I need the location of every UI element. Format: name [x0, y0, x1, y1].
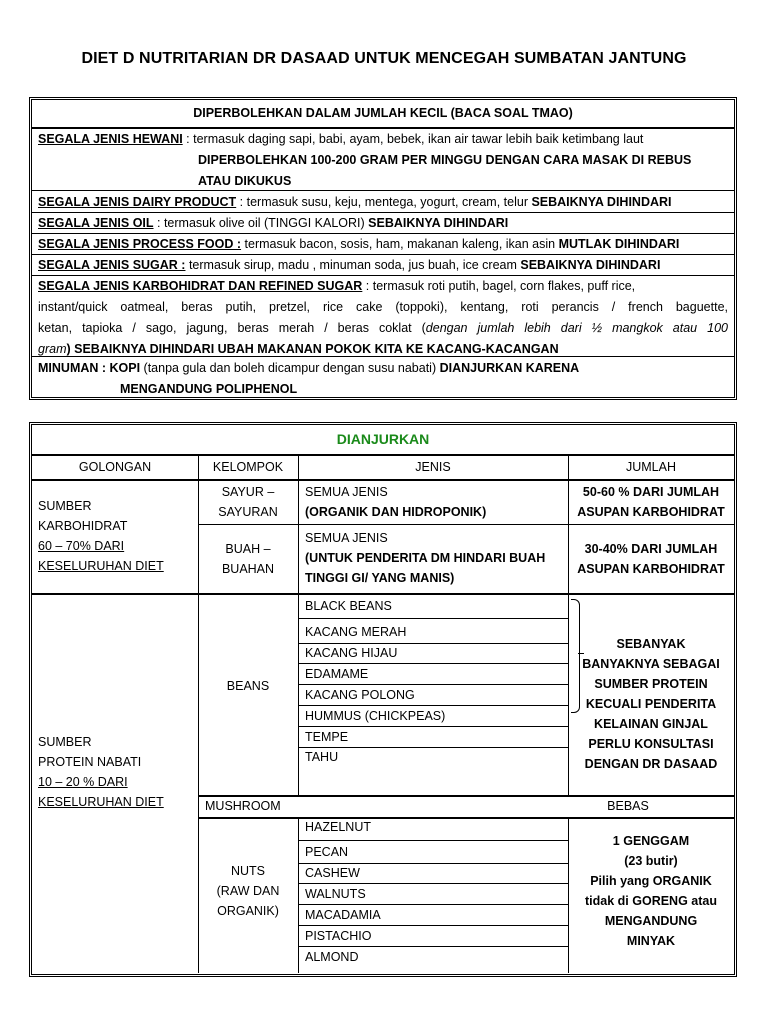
mushroom-kelompok: MUSHROOM	[205, 799, 281, 813]
karbo-line3a: ketan, tapioka / sago, jagung, beras merah / beras coklat (	[38, 321, 426, 335]
nuts-jumlah-line: tidak di GORENG atau	[585, 894, 717, 908]
nuts-kelompok-line: ORGANIK)	[217, 904, 279, 918]
beans-item: KACANG MERAH	[305, 625, 407, 639]
dairy-verdict: SEBAIKNYA DIHINDARI	[531, 195, 672, 209]
sayur-jenis	[305, 482, 565, 522]
oil-verdict: SEBAIKNYA DIHINDARI	[368, 216, 509, 230]
dairy-text: : termasuk susu, keju, mentega, yogurt, cream, telur	[236, 195, 532, 209]
karbo-line3b: dengan jumlah lebih dari ½ mangkok atau 100	[425, 321, 728, 335]
beans-kelompok: BEANS	[226, 679, 270, 693]
nuts-item: HAZELNUT	[305, 820, 371, 834]
beans-item: KACANG POLONG	[305, 688, 415, 702]
sayur-jumlah	[568, 482, 734, 522]
oil-label: SEGALA JENIS OIL	[38, 216, 154, 230]
process-label: SEGALA JENIS PROCESS FOOD :	[38, 237, 242, 251]
beans-item: TAHU	[305, 750, 339, 764]
karbo-group-line: 60 – 70% DARI	[38, 539, 125, 553]
sayur-jenis-line: SEMUA JENIS	[305, 485, 388, 499]
minuman-label: MINUMAN : KOPI	[38, 361, 141, 375]
nuts-jumlah	[568, 831, 734, 951]
minuman-verdict: DIANJURKAN KARENA	[439, 361, 580, 375]
process-verdict: MUTLAK DIHINDARI	[558, 237, 680, 251]
nuts-jumlah-line: 1 GENGGAM	[612, 834, 690, 848]
row-karbohidrat	[32, 276, 734, 357]
buah-jenis-line: (UNTUK PENDERITA DM HINDARI BUAH	[305, 551, 546, 565]
beans-item: BLACK BEANS	[305, 599, 392, 613]
page-title: DIET D NUTRITARIAN DR DASAAD UNTUK MENCEGAH SUMBATAN JANTUNG	[81, 50, 687, 67]
sayur-jumlah-line: ASUPAN KARBOHIDRAT	[577, 505, 725, 519]
sayur-kelompok-line: SAYURAN	[218, 505, 278, 519]
karbo-group-line: SUMBER	[38, 499, 92, 513]
buah-jenis	[305, 528, 567, 588]
nuts-item: PECAN	[305, 845, 349, 859]
protein-group	[38, 732, 198, 812]
nuts-jumlah-line: (23 butir)	[624, 854, 678, 868]
nuts-item: CASHEW	[305, 866, 360, 880]
beans-jumlah-line: DENGAN DR DASAAD	[584, 757, 718, 771]
minuman-text: (tanpa gula dan boleh dicampur dengan susu nabati)	[140, 361, 440, 375]
protein-group-line: 10 – 20 % DARI	[38, 775, 128, 789]
karbo-line2: instant/quick oatmeal, beras putih, pretzel, rice cake (toppoki), kentang, roti perancis / french baguette,	[38, 300, 728, 314]
protein-group-line: KESELURUHAN DIET	[38, 795, 164, 809]
beans-item: EDAMAME	[305, 667, 369, 681]
allowed-header: DIPERBOLEHKAN DALAM JUMLAH KECIL (BACA SOAL TMAO)	[32, 100, 734, 129]
col-jenis: JENIS	[415, 460, 451, 474]
nuts-item: ALMOND	[305, 950, 359, 964]
protein-group-line: SUMBER	[38, 735, 92, 749]
row-hewani	[32, 129, 734, 191]
beans-jumlah-line: PERLU KONSULTASI	[588, 737, 714, 751]
hewani-text: : termasuk daging sapi, babi, ayam, bebek, ikan air tawar lebih baik ketimbang laut	[182, 132, 644, 146]
buah-jumlah	[568, 539, 734, 579]
sugar-verdict: SEBAIKNYA DIHINDARI	[520, 258, 661, 272]
recommended-header: DIANJURKAN	[336, 431, 430, 447]
buah-jumlah-line: ASUPAN KARBOHIDRAT	[577, 562, 725, 576]
hewani-note1: DIPERBOLEHKAN 100-200 GRAM PER MINGGU DENGAN CARA MASAK DI REBUS	[198, 153, 692, 167]
col-jumlah: JUMLAH	[625, 460, 676, 474]
sayur-kelompok	[198, 482, 298, 522]
nuts-kelompok	[198, 861, 298, 921]
sayur-jenis-line: (ORGANIK DAN HIDROPONIK)	[305, 505, 487, 519]
karbo-group	[38, 496, 198, 576]
buah-kelompok-line: BUAHAN	[221, 562, 275, 576]
beans-item: HUMMUS (CHICKPEAS)	[305, 709, 446, 723]
nuts-jumlah-line: Pilih yang ORGANIK	[590, 874, 712, 888]
buah-kelompok-line: BUAH –	[225, 542, 271, 556]
hewani-label: SEGALA JENIS HEWANI	[38, 132, 183, 146]
col-kelompok: KELOMPOK	[212, 460, 284, 474]
sugar-text: termasuk sirup, madu , minuman soda, jus buah, ice cream	[185, 258, 521, 272]
karbo-group-line: KARBOHIDRAT	[38, 519, 128, 533]
protein-group-line: PROTEIN NABATI	[38, 755, 142, 769]
row-process-food	[32, 234, 734, 255]
karbo-label: SEGALA JENIS KARBOHIDRAT DAN REFINED SUGAR	[38, 279, 363, 293]
beans-jumlah-line: SUMBER PROTEIN	[594, 677, 708, 691]
nuts-item: WALNUTS	[305, 887, 366, 901]
buah-jumlah-line: 30-40% DARI JUMLAH	[584, 542, 718, 556]
beans-jumlah	[568, 634, 734, 774]
nuts-jumlah-line: MENGANDUNG	[604, 914, 698, 928]
karbo-line4b: ) SEBAIKNYA DIHINDARI UBAH MAKANAN POKOK KITA KE KACANG-KACANGAN	[66, 342, 559, 356]
allowed-table	[29, 97, 737, 400]
sugar-label: SEGALA JENIS SUGAR :	[38, 258, 186, 272]
nuts-kelompok-line: NUTS	[230, 864, 266, 878]
karbo-line3	[38, 318, 728, 339]
beans-jumlah-line: BANYAKNYA SEBAGAI	[582, 657, 720, 671]
sayur-jumlah-line: 50-60 % DARI JUMLAH	[582, 485, 720, 499]
buah-jenis-line: TINGGI GI/ YANG MANIS)	[305, 571, 455, 585]
row-sugar	[32, 255, 734, 276]
beans-jumlah-line: KECUALI PENDERITA	[585, 697, 717, 711]
minuman-line2: MENGANDUNG POLIPHENOL	[120, 382, 298, 396]
nuts-jumlah-line: MINYAK	[626, 934, 676, 948]
nuts-kelompok-line: (RAW DAN	[216, 884, 280, 898]
col-golongan: GOLONGAN	[78, 460, 152, 474]
nuts-item: PISTACHIO	[305, 929, 372, 943]
karbo-text1: : termasuk roti putih, bagel, corn flakes, puff rice,	[362, 279, 636, 293]
buah-jenis-line: SEMUA JENIS	[305, 531, 388, 545]
nuts-item: MACADAMIA	[305, 908, 381, 922]
beans-jumlah-line: SEBANYAK	[616, 637, 686, 651]
beans-item: KACANG HIJAU	[305, 646, 398, 660]
buah-kelompok	[198, 539, 298, 579]
hewani-note2: ATAU DIKUKUS	[198, 174, 292, 188]
karbo-line4a: gram	[38, 342, 67, 356]
row-dairy	[32, 192, 734, 213]
oil-text: : termasuk olive oil (TINGGI KALORI)	[153, 216, 369, 230]
karbo-group-line: KESELURUHAN DIET	[38, 559, 164, 573]
row-minuman	[32, 358, 734, 398]
sayur-kelompok-line: SAYUR –	[221, 485, 275, 499]
process-text: termasuk bacon, sosis, ham, makanan kaleng, ikan asin	[241, 237, 559, 251]
dairy-label: SEGALA JENIS DAIRY PRODUCT	[38, 195, 237, 209]
beans-item: TEMPE	[305, 730, 349, 744]
beans-jumlah-line: KELAINAN GINJAL	[594, 717, 708, 731]
mushroom-jumlah: BEBAS	[607, 799, 649, 813]
row-oil	[32, 213, 734, 234]
